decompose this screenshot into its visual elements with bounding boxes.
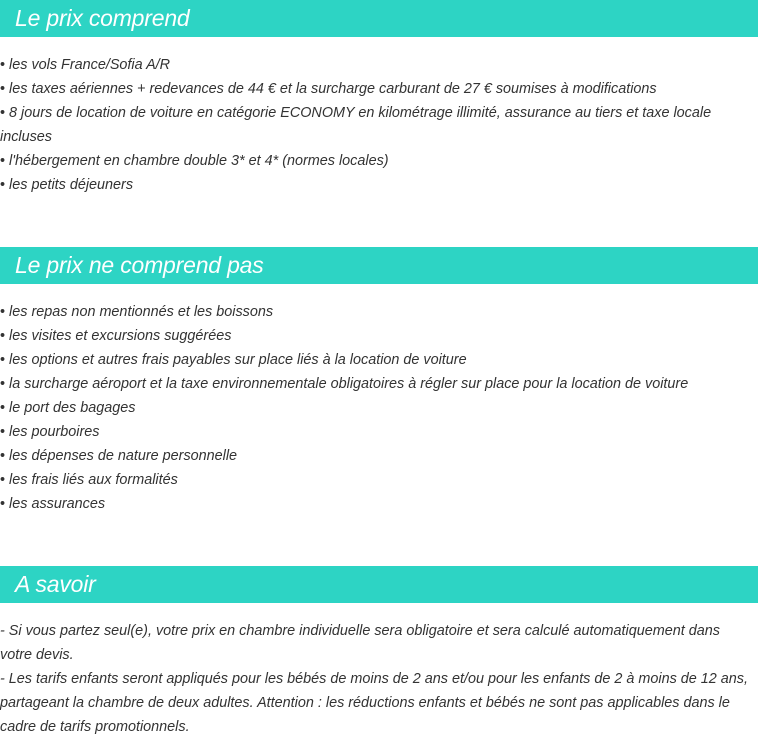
list-item: • les vols France/Sofia A/R: [0, 53, 752, 77]
to-know-content: [0, 619, 752, 739]
list-item: • les repas non mentionnés et les boissons: [0, 300, 752, 324]
list-item: • le port des bagages: [0, 396, 752, 420]
list-item: • les pourboires: [0, 420, 752, 444]
section-title-price-excludes: Le prix ne comprend pas: [0, 247, 758, 284]
info-paragraph: - Les tarifs enfants seront appliqués pour les bébés de moins de 2 ans et/ou pour les enfants de 2 à moins de 12 ans, partageant la chambre de deux adultes. Attention : les réductions enfants et bébés ne sont pas applicables dans le cadre de tarifs promotionnels.: [0, 671, 748, 735]
list-item: • les options et autres frais payables sur place liés à la location de voiture: [0, 348, 752, 372]
list-item: • les petits déjeuners: [0, 173, 752, 197]
section-title-to-know: A savoir: [0, 566, 758, 603]
list-item: • l'hébergement en chambre double 3* et 4* (normes locales): [0, 149, 752, 173]
list-item: • les visites et excursions suggérées: [0, 324, 752, 348]
list-item: • les frais liés aux formalités: [0, 468, 752, 492]
list-item: • les taxes aériennes + redevances de 44 € et la surcharge carburant de 27 € soumises à modifications: [0, 77, 752, 101]
list-item: • les dépenses de nature personnelle: [0, 444, 752, 468]
section-title-price-includes: Le prix comprend: [0, 0, 758, 37]
price-includes-list: [0, 53, 752, 197]
info-paragraph: - Si vous partez seul(e), votre prix en chambre individuelle sera obligatoire et sera calculé automatiquement dans votre devis.: [0, 623, 720, 663]
price-excludes-list: [0, 300, 752, 516]
list-item: • les assurances: [0, 492, 752, 516]
list-item: • 8 jours de location de voiture en catégorie ECONOMY en kilométrage illimité, assurance au tiers et taxe locale incluses: [0, 101, 752, 149]
list-item: • la surcharge aéroport et la taxe environnementale obligatoires à régler sur place pour la location de voiture: [0, 372, 752, 396]
